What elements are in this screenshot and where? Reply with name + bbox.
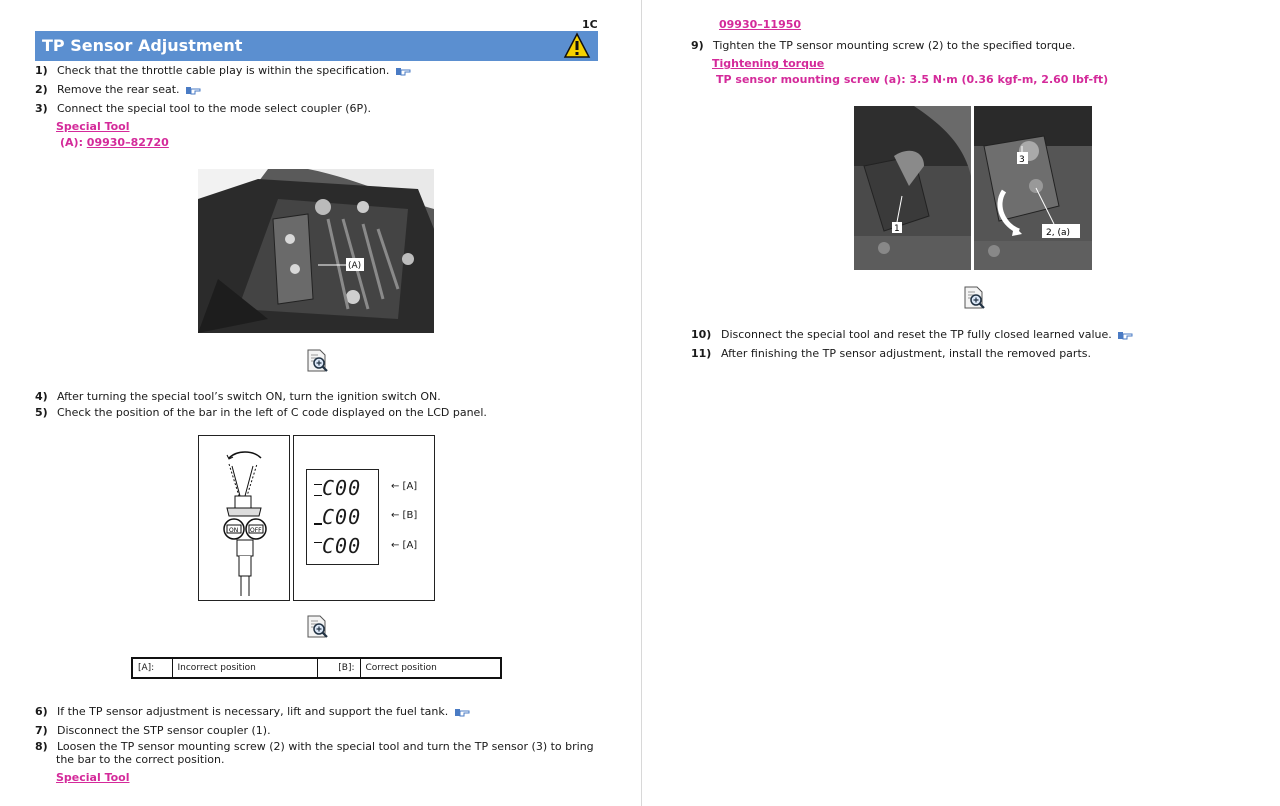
step-number: 3) xyxy=(35,102,48,115)
step-text: Connect the special tool to the mode select coupler (6P). xyxy=(57,102,371,115)
step-4 xyxy=(35,389,441,405)
tool-part-number-link[interactable]: 09930–82720 xyxy=(86,136,169,149)
zoom-icon[interactable] xyxy=(963,286,985,310)
lcd-arrow-a-bottom: ← [A] xyxy=(391,540,418,551)
step-number: 10) xyxy=(691,328,712,341)
tool-prefix: (A): xyxy=(60,136,87,149)
step-1 xyxy=(35,63,411,79)
special-tool-part xyxy=(60,135,169,151)
tightening-torque-link[interactable]: Tightening torque xyxy=(712,57,825,70)
step-text: After finishing the TP sensor adjustment, install the removed parts. xyxy=(721,347,1091,360)
lcd-arrow-a-top: ← [A] xyxy=(391,481,418,492)
coupler-photo xyxy=(198,169,434,333)
step-number: 8) xyxy=(35,740,48,753)
legend-key-b: [B]: xyxy=(317,658,360,678)
step-text: After turning the special tool’s switch ON, turn the ignition switch ON. xyxy=(57,390,441,403)
zoom-icon[interactable] xyxy=(306,349,328,373)
step-text: Check the position of the bar in the left of C code displayed on the LCD panel. xyxy=(57,406,487,419)
photo-callout-a: (A) xyxy=(348,261,362,271)
zoom-icon[interactable] xyxy=(306,615,328,639)
step-number: 1) xyxy=(35,64,48,77)
step-number: 5) xyxy=(35,406,48,419)
tool-switch-diagram xyxy=(198,435,290,601)
lcd-code: C00 xyxy=(322,505,362,529)
step-text: Disconnect the special tool and reset the TP fully closed learned value. xyxy=(721,328,1112,341)
step-text: Disconnect the STP sensor coupler (1). xyxy=(57,724,271,737)
legend-value-b: Correct position xyxy=(360,658,501,678)
lcd-row-2 xyxy=(314,505,361,529)
lcd-row-1 xyxy=(314,476,361,500)
step-5 xyxy=(35,405,487,421)
reference-hand-icon[interactable] xyxy=(455,708,470,717)
lcd-code: C00 xyxy=(322,534,362,558)
reference-hand-icon[interactable] xyxy=(186,86,201,95)
step-text: If the TP sensor adjustment is necessary, lift and support the fuel tank. xyxy=(57,705,449,718)
step-8-continuation: the bar to the correct position. xyxy=(56,753,225,766)
warning-icon xyxy=(563,32,591,59)
photo-label-1: 1 xyxy=(894,224,900,234)
switch-on-label: ON xyxy=(229,527,239,534)
step-text: Tighten the TP sensor mounting screw (2) to the specified torque. xyxy=(713,39,1076,52)
step-3 xyxy=(35,101,371,117)
step-11 xyxy=(691,346,1091,362)
torque-value: TP sensor mounting screw (a): 3.5 N·m (0.36 kgf-m, 2.60 lbf-ft) xyxy=(716,73,1109,86)
reference-hand-icon[interactable] xyxy=(1118,331,1133,340)
legend-key-a: [A]: xyxy=(132,658,172,678)
step-6 xyxy=(35,704,470,720)
step-number: 11) xyxy=(691,347,712,360)
step-number: 9) xyxy=(691,39,704,52)
part-number-link[interactable]: 09930–11950 xyxy=(719,18,802,31)
step-number: 7) xyxy=(35,724,48,737)
photo-label-3: 3 xyxy=(1019,155,1025,165)
legend-value-a: Incorrect position xyxy=(172,658,317,678)
step-7 xyxy=(35,723,271,739)
lcd-row-3 xyxy=(314,534,361,558)
step-9 xyxy=(691,38,1075,54)
lcd-panel-diagram xyxy=(293,435,435,601)
photo-label-2a: 2, (a) xyxy=(1046,228,1070,238)
page-title-bar xyxy=(35,31,598,61)
lcd-code: C00 xyxy=(322,476,362,500)
legend-table xyxy=(131,657,502,679)
step-text: Remove the rear seat. xyxy=(57,83,180,96)
step-text: Check that the throttle cable play is within the specification. xyxy=(57,64,390,77)
step-number: 6) xyxy=(35,705,48,718)
switch-off-label: OFF xyxy=(250,527,262,534)
sensor-photo-left xyxy=(854,106,971,270)
step-number: 2) xyxy=(35,83,48,96)
special-tool-link[interactable]: Special Tool xyxy=(56,120,130,133)
step-text: Loosen the TP sensor mounting screw (2) with the special tool and turn the TP sensor (3) to bring xyxy=(57,740,594,753)
reference-hand-icon[interactable] xyxy=(396,67,411,76)
sensor-photo-right xyxy=(974,106,1092,270)
lcd-arrow-b: ← [B] xyxy=(391,510,418,521)
step-2 xyxy=(35,82,201,98)
column-divider xyxy=(641,0,642,806)
page-title: TP Sensor Adjustment xyxy=(42,36,243,55)
special-tool-link-2[interactable]: Special Tool xyxy=(56,771,130,784)
step-10 xyxy=(691,327,1133,343)
section-code: 1C xyxy=(582,18,598,31)
step-number: 4) xyxy=(35,390,48,403)
